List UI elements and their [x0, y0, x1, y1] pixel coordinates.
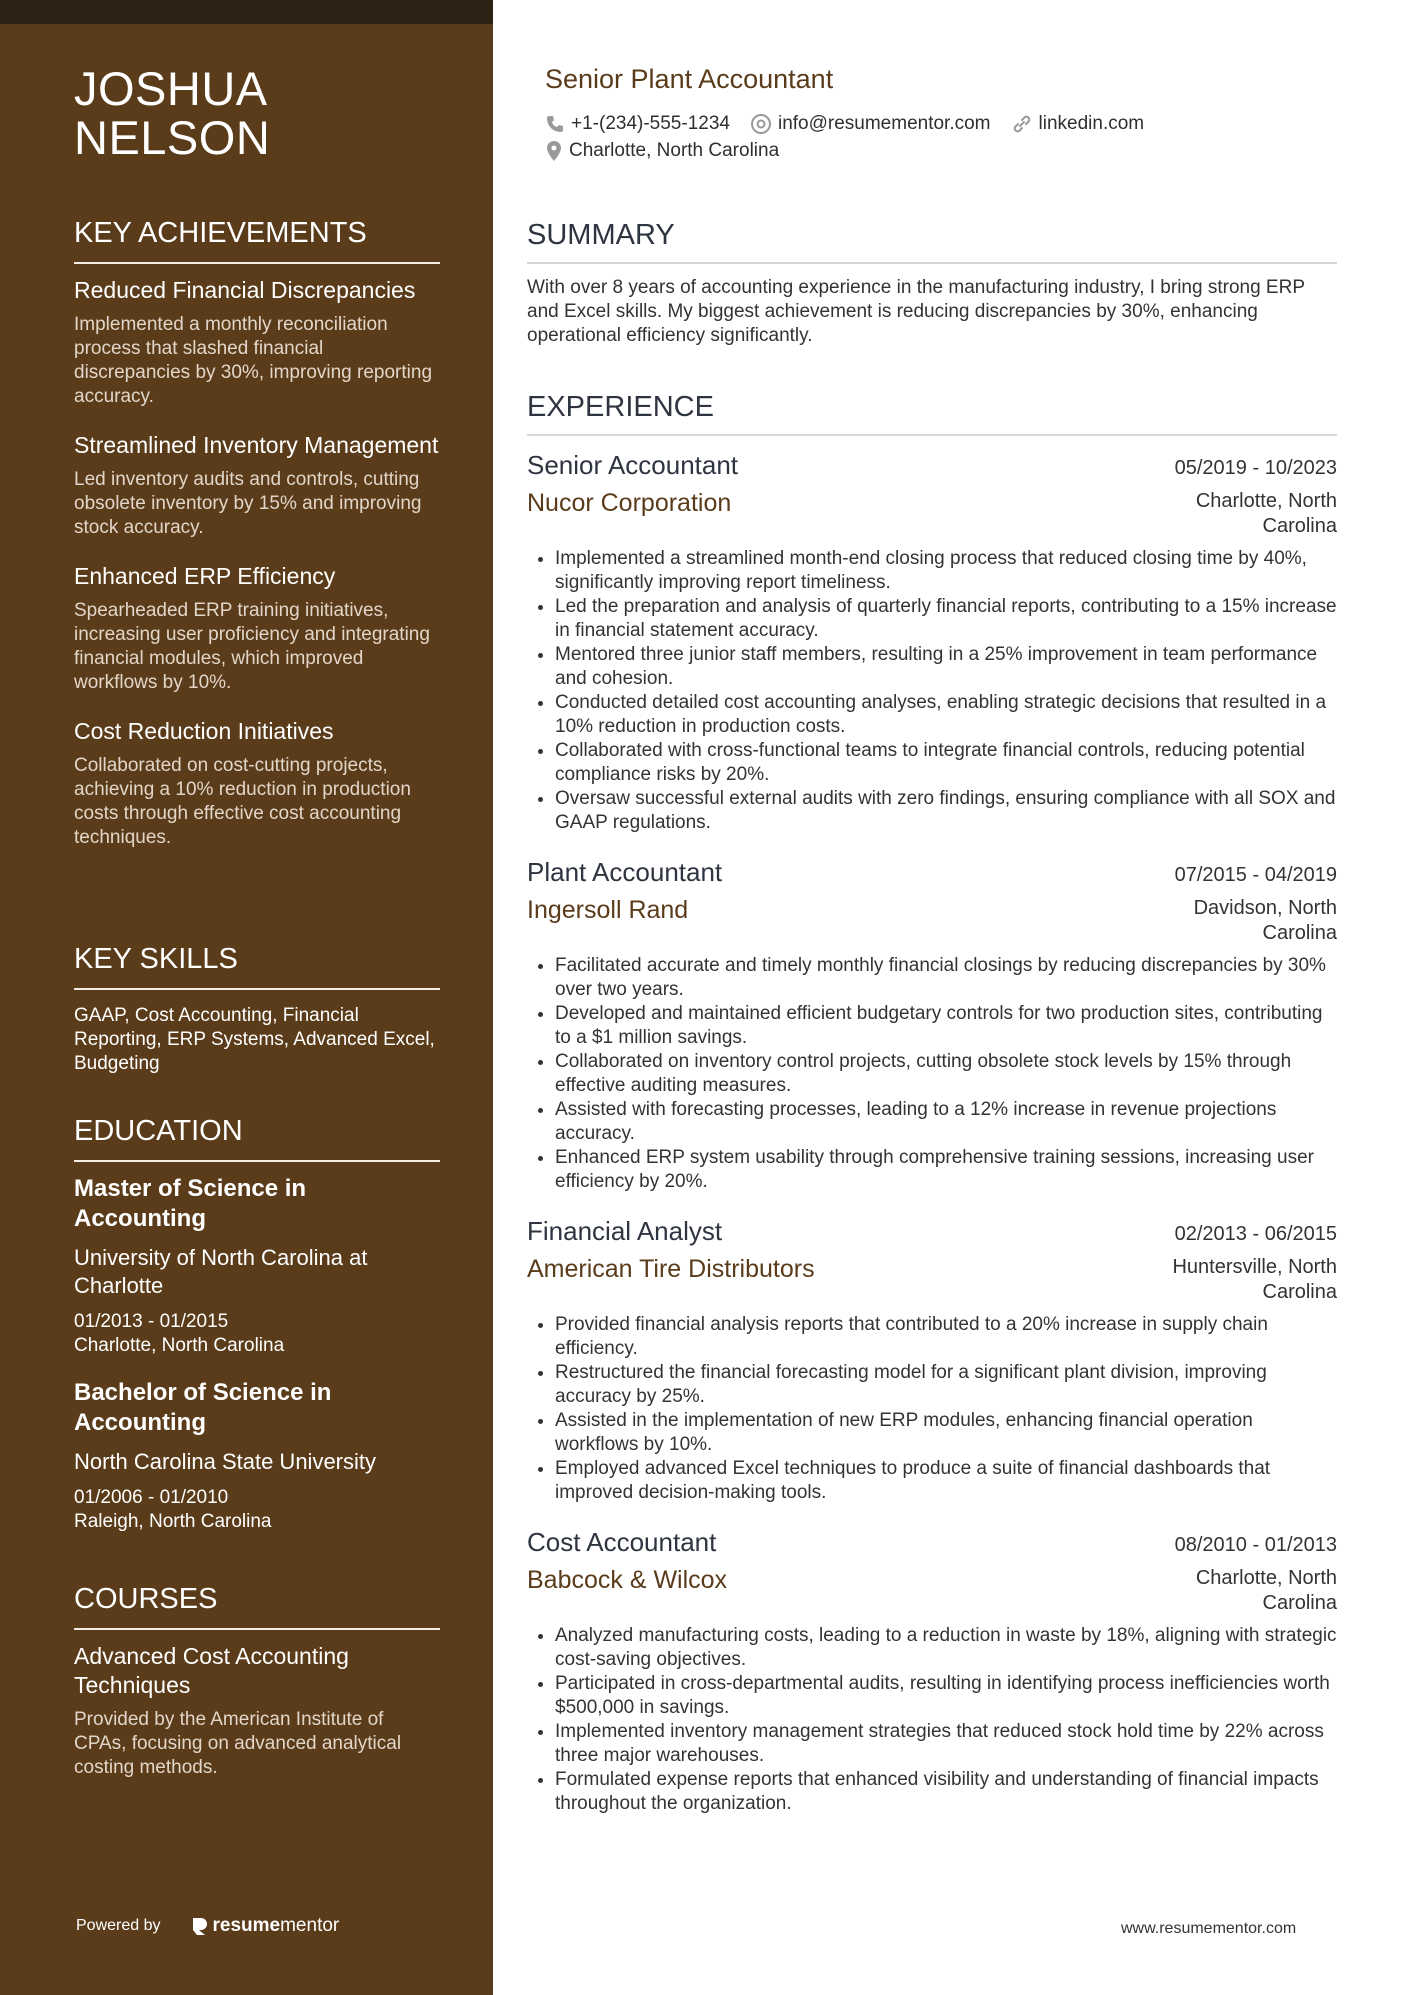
email-text: info@resumementor.com: [777, 113, 991, 134]
achievement-desc: Collaborated on cost-cutting projects, achieving a 10% reduction in production costs through effective cost accounting techniques.: [74, 755, 411, 848]
job-role: Financial Analyst: [527, 1216, 723, 1246]
achievement-item: [74, 431, 440, 540]
job-dates: 02/2013 - 06/2015: [1174, 1223, 1337, 1245]
job-bullet: • Restructured the financial forecasting model for a significant plant division, improving accuracy by 25%.: [555, 1361, 1337, 1409]
education-item: [74, 1174, 440, 1358]
education-degree: Bachelor of Science in Accounting: [74, 1379, 332, 1436]
job-bullet: • Mentored three junior staff members, resulting in a 25% improvement in team performance and cohesion.: [555, 643, 1337, 691]
job-role: Plant Accountant: [527, 857, 723, 887]
experience-heading: EXPERIENCE: [527, 390, 1337, 436]
education-item: [74, 1378, 440, 1534]
linkedin-text: linkedin.com: [1038, 113, 1145, 134]
job-dates: 07/2015 - 04/2019: [1174, 864, 1337, 886]
course-title: Advanced Cost Accounting Techniques: [74, 1643, 349, 1698]
achievement-item: [74, 276, 440, 409]
skills-section: [74, 942, 440, 1076]
job-company: American Tire Distributors: [527, 1255, 815, 1283]
job-bullet: • Conducted detailed cost accounting analyses, enabling strategic decisions that resulted in a 10% reduction in production costs.: [555, 691, 1337, 739]
job-bullet: • Developed and maintained efficient budgetary controls for two production sites, contributing to a $1 million savings.: [555, 1002, 1337, 1050]
achievement-desc: Implemented a monthly reconciliation process that slashed financial discrepancies by 30%, improving reporting accuracy.: [74, 314, 433, 407]
achievement-title: Reduced Financial Discrepancies: [74, 277, 416, 303]
education-heading: EDUCATION: [74, 1114, 440, 1162]
job-role: Senior Accountant: [527, 450, 739, 480]
job-company: Ingersoll Rand: [527, 896, 689, 924]
summary-text: With over 8 years of accounting experience in the manufacturing industry, I bring strong ERP and Excel skills. My biggest achievement is reducing discrepancies by 30%, enhancing operational efficiency significantly.: [527, 277, 1305, 346]
job-location: Charlotte, North Carolina: [1195, 1567, 1337, 1614]
job-bullet: • Implemented a streamlined month-end closing process that reduced closing time by 40%, significantly improving report timeliness.: [555, 547, 1337, 595]
education-degree: Master of Science in Accounting: [74, 1175, 307, 1232]
job-bullet: • Facilitated accurate and timely monthly financial closings by reducing discrepancies by 30% over two years.: [555, 954, 1337, 1002]
job-bullet: • Implemented inventory management strategies that reduced stock hold time by 22% across three major warehouses.: [555, 1720, 1337, 1768]
education-school: University of North Carolina at Charlotte: [74, 1245, 368, 1298]
resumementor-logo[interactable]: [191, 1915, 340, 1937]
phone-text: +1-(234)-555-1234: [571, 113, 730, 134]
job-bullet: • Assisted in the implementation of new ERP modules, enhancing financial operation workflows by 10%.: [555, 1409, 1337, 1457]
course-desc: Provided by the American Institute of CPAs, focusing on advanced analytical costing methods.: [74, 1709, 402, 1778]
achievement-title: Enhanced ERP Efficiency: [74, 563, 336, 589]
job-bullet: • Oversaw successful external audits with zero findings, ensuring compliance with all SOX and GAAP regulations.: [555, 787, 1337, 835]
job-entry: [527, 1527, 1337, 1816]
contact-row: [545, 113, 1164, 135]
brand-light: mentor: [280, 1915, 340, 1936]
brand-bold: resume: [212, 1915, 281, 1936]
courses-section: [74, 1582, 440, 1780]
experience-section: [527, 390, 1337, 1816]
contact-phone[interactable]: [545, 113, 730, 135]
job-bullet: • Formulated expense reports that enhanced visibility and understanding of financial impacts throughout the organization.: [555, 1768, 1337, 1816]
job-company: Nucor Corporation: [527, 489, 732, 517]
job-dates: 05/2019 - 10/2023: [1174, 457, 1337, 479]
location-pin-icon: [545, 140, 563, 162]
job-bullets: [527, 547, 1337, 835]
job-role: Cost Accountant: [527, 1527, 717, 1557]
job-bullet: • Enhanced ERP system usability through comprehensive training sessions, increasing user efficiency by 20%.: [555, 1146, 1337, 1194]
resumementor-logo-icon: [191, 1916, 209, 1936]
skills-heading: KEY SKILLS: [74, 942, 440, 990]
summary-heading: SUMMARY: [527, 218, 1337, 264]
achievements-section: [74, 216, 440, 850]
education-school: North Carolina State University: [74, 1449, 377, 1474]
at-icon: [750, 113, 772, 135]
education-section: [74, 1114, 440, 1534]
job-company: Babcock & Wilcox: [527, 1566, 728, 1594]
job-entry: [527, 857, 1337, 1194]
job-bullet: • Led the preparation and analysis of quarterly financial reports, contributing to a 15% increase in financial statement accuracy.: [555, 595, 1337, 643]
job-bullets: [527, 954, 1337, 1194]
summary-section: [527, 218, 1337, 348]
location-text: Charlotte, North Carolina: [569, 140, 780, 161]
achievement-title: Cost Reduction Initiatives: [74, 718, 334, 744]
education-location: Raleigh, North Carolina: [74, 1511, 272, 1532]
education-dates: 01/2006 - 01/2010: [74, 1487, 229, 1508]
skills-list: GAAP, Cost Accounting, Financial Reporting, ERP Systems, Advanced Excel, Budgeting: [74, 1005, 435, 1074]
sidebar-top-bar: [0, 0, 493, 24]
achievement-desc: Spearheaded ERP training initiatives, increasing user proficiency and integrating financial modules, which improved workflows by 10%.: [74, 600, 430, 693]
job-bullets: [527, 1624, 1337, 1816]
powered-by-footer: [76, 1915, 339, 1937]
job-bullet: • Participated in cross-departmental audits, resulting in identifying process inefficiencies worth $500,000 in savings.: [555, 1672, 1337, 1720]
job-dates: 08/2010 - 01/2013: [1174, 1534, 1337, 1556]
education-location: Charlotte, North Carolina: [74, 1335, 285, 1356]
job-bullet: • Collaborated on inventory control projects, cutting obsolete stock levels by 15% through effective auditing measures.: [555, 1050, 1337, 1098]
job-bullet: • Provided financial analysis reports that contributed to a 20% increase in supply chain efficiency.: [555, 1313, 1337, 1361]
job-bullet: • Assisted with forecasting processes, leading to a 12% increase in revenue projections accuracy.: [555, 1098, 1337, 1146]
achievements-heading: KEY ACHIEVEMENTS: [74, 216, 440, 264]
contact-email[interactable]: [750, 113, 991, 135]
courses-heading: COURSES: [74, 1582, 440, 1630]
job-title: Senior Plant Accountant: [545, 64, 834, 94]
candidate-name: JOSHUA NELSON: [74, 62, 271, 164]
phone-icon: [545, 114, 565, 134]
achievement-item: [74, 562, 440, 695]
powered-by-label: Powered by: [76, 1917, 161, 1934]
footer-url[interactable]: www.resumementor.com: [1121, 1920, 1297, 1937]
job-entry: [527, 1216, 1337, 1505]
job-location: Huntersville, North Carolina: [1172, 1256, 1337, 1303]
contact-location: [545, 140, 779, 162]
contact-linkedin[interactable]: [1011, 113, 1145, 135]
job-bullet: • Collaborated with cross-functional teams to integrate financial controls, reducing potential compliance risks by 20%.: [555, 739, 1337, 787]
job-bullet: • Analyzed manufacturing costs, leading to a reduction in waste by 18%, aligning with strategic cost-saving objectives.: [555, 1624, 1337, 1672]
job-entry: [527, 450, 1337, 835]
link-icon: [1011, 113, 1033, 135]
achievement-title: Streamlined Inventory Management: [74, 432, 439, 458]
job-bullets: [527, 1313, 1337, 1505]
education-dates: 01/2013 - 01/2015: [74, 1311, 229, 1332]
achievement-desc: Led inventory audits and controls, cutting obsolete inventory by 15% and improving stock accuracy.: [74, 469, 422, 538]
contact-location-row: [545, 140, 799, 162]
achievement-item: [74, 717, 440, 850]
job-location: Davidson, North Carolina: [1193, 897, 1337, 944]
job-location: Charlotte, North Carolina: [1195, 490, 1337, 537]
job-bullet: • Employed advanced Excel techniques to produce a suite of financial dashboards that improved decision-making tools.: [555, 1457, 1337, 1505]
